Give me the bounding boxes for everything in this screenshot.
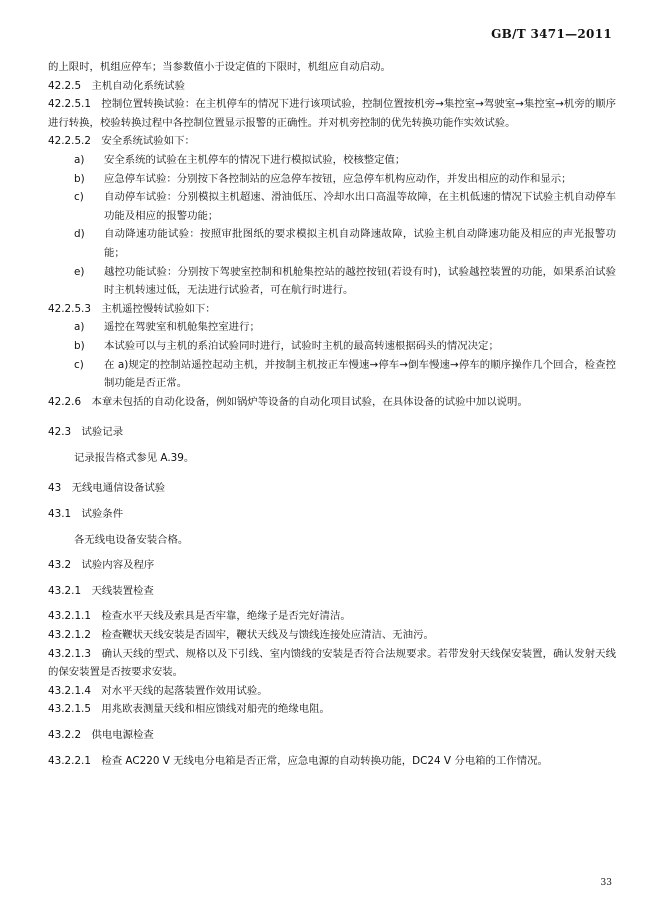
list-text: 遥控在驾驶室和机舱集控室进行； bbox=[104, 321, 260, 334]
list-text: 在 a)规定的控制站遥控起动主机，并按制主机按正车慢速→停车→倒车慢速→停车的顺序操作几个回合，检查控制功能是否正常。 bbox=[104, 358, 616, 390]
section-heading: 42.2.5.3 主机遥控慢转试验如下： bbox=[48, 302, 216, 315]
paragraph: 42.2.6 本章未包括的自动化设备，例如锅炉等设备的自动化项目试验，在具体设备的试验中加以说明。 bbox=[48, 395, 528, 408]
list-text: 自动降速功能试验：按照审批图纸的要求模拟主机自动降速故障，试验主机自动降速功能及相应的声光报警功能； bbox=[104, 228, 616, 259]
list-text: 自动停车试验：分别模拟主机超速、滑油低压、冷却水出口高温等故障，在主机低速的情况下试验主机自动停车功能及相应的报警功能； bbox=[104, 191, 616, 222]
list-text: 本试验可以与主机的系泊试验同时进行，试验时主机的最高转速根据码头的情况决定； bbox=[104, 339, 499, 352]
list-label: c) bbox=[74, 191, 84, 204]
section-heading: 42.2.5 主机自动化系统试验 bbox=[48, 79, 185, 92]
paragraph: 记录报告格式参见 A.39。 bbox=[74, 451, 195, 464]
paragraph: 的上限时，机组应停车；当参数值小于设定值的下限时，机组应自动启动。 bbox=[48, 61, 391, 73]
section-heading: 42.3 试验记录 bbox=[48, 426, 124, 439]
section-heading: 43.1 试验条件 bbox=[48, 508, 124, 521]
list-text: 应急停车试验：分别按下各控制站的应急停车按钮，应急停车机构应动作，并发出相应的动作和显示； bbox=[104, 172, 572, 185]
list-item bbox=[48, 318, 616, 337]
list-text: 安全系统的试验在主机停车的情况下进行模拟试验，校核整定值； bbox=[104, 153, 406, 166]
paragraph: 43.2.1.2 检查鞭状天线安装是否固牢，鞭状天线及与馈线连接处应清洁、无油污。 bbox=[48, 629, 434, 642]
paragraph: 43.2.1.4 对水平天线的起落装置作效用试验。 bbox=[48, 684, 268, 697]
paragraph: 43.2.2.1 检查 AC220 V 无线电分电箱是否正常，应急电源的自动转换功能，DC24 V 分电箱的工作情况。 bbox=[48, 754, 548, 767]
list-item bbox=[48, 188, 616, 225]
section-heading: 43.2.2 供电电源检查 bbox=[48, 729, 154, 741]
paragraph: 各无线电设备安装合格。 bbox=[74, 533, 189, 546]
paragraph: 42.2.5.1 控制位置转换试验：在主机停车的情况下进行该项试验，控制位置按机旁→集控室→驾驶室→集控室→机旁的顺序进行转换，校验转换过程中各控制位置显示报警的正确性。并对机旁控制的优先转换功能作实效试验。 bbox=[48, 98, 616, 129]
slow-turning-test-list bbox=[48, 318, 616, 392]
paragraph: 43.2.1.3 确认天线的型式、规格以及下引线、室内馈线的安装是否符合法规要求。若带发射天线保安装置，确认发射天线的保安装置是否按要求安装。 bbox=[48, 647, 616, 679]
list-label: c) bbox=[74, 358, 84, 371]
paragraph: 43.2.1.1 检查水平天线及索具是否牢靠，绝缘子是否完好清洁。 bbox=[48, 610, 351, 623]
list-item bbox=[48, 356, 616, 393]
list-item bbox=[48, 225, 616, 262]
list-item bbox=[48, 151, 616, 170]
section-heading: 43.2 试验内容及程序 bbox=[48, 559, 155, 572]
paragraph: 43.2.1.5 用兆欧表测量天线和相应馈线对船壳的绝缘电阻。 bbox=[48, 703, 330, 716]
list-label: d) bbox=[74, 228, 85, 241]
document-body bbox=[48, 58, 616, 770]
chapter-heading: 43 无线电通信设备试验 bbox=[48, 482, 166, 495]
list-text: 越控功能试验：分别按下驾驶室控制和机舱集控站的越控按钮(若设有时)，试验越控装置的功能，如果系泊试验时主机转速过低，无法进行试验者，可在航行时进行。 bbox=[104, 265, 616, 297]
list-item bbox=[48, 263, 616, 300]
list-item bbox=[48, 337, 616, 356]
list-item bbox=[48, 170, 616, 189]
list-label: a) bbox=[74, 321, 85, 334]
list-label: e) bbox=[74, 265, 85, 278]
list-label: b) bbox=[74, 339, 85, 352]
list-label: a) bbox=[74, 153, 85, 166]
standard-code: GB/T 3471—2011 bbox=[491, 27, 612, 41]
page-number: 33 bbox=[600, 878, 612, 888]
list-label: b) bbox=[74, 172, 85, 185]
section-heading: 42.2.5.2 安全系统试验如下： bbox=[48, 135, 195, 148]
section-heading: 43.2.1 天线装置检查 bbox=[48, 584, 154, 597]
safety-test-list bbox=[48, 151, 616, 300]
